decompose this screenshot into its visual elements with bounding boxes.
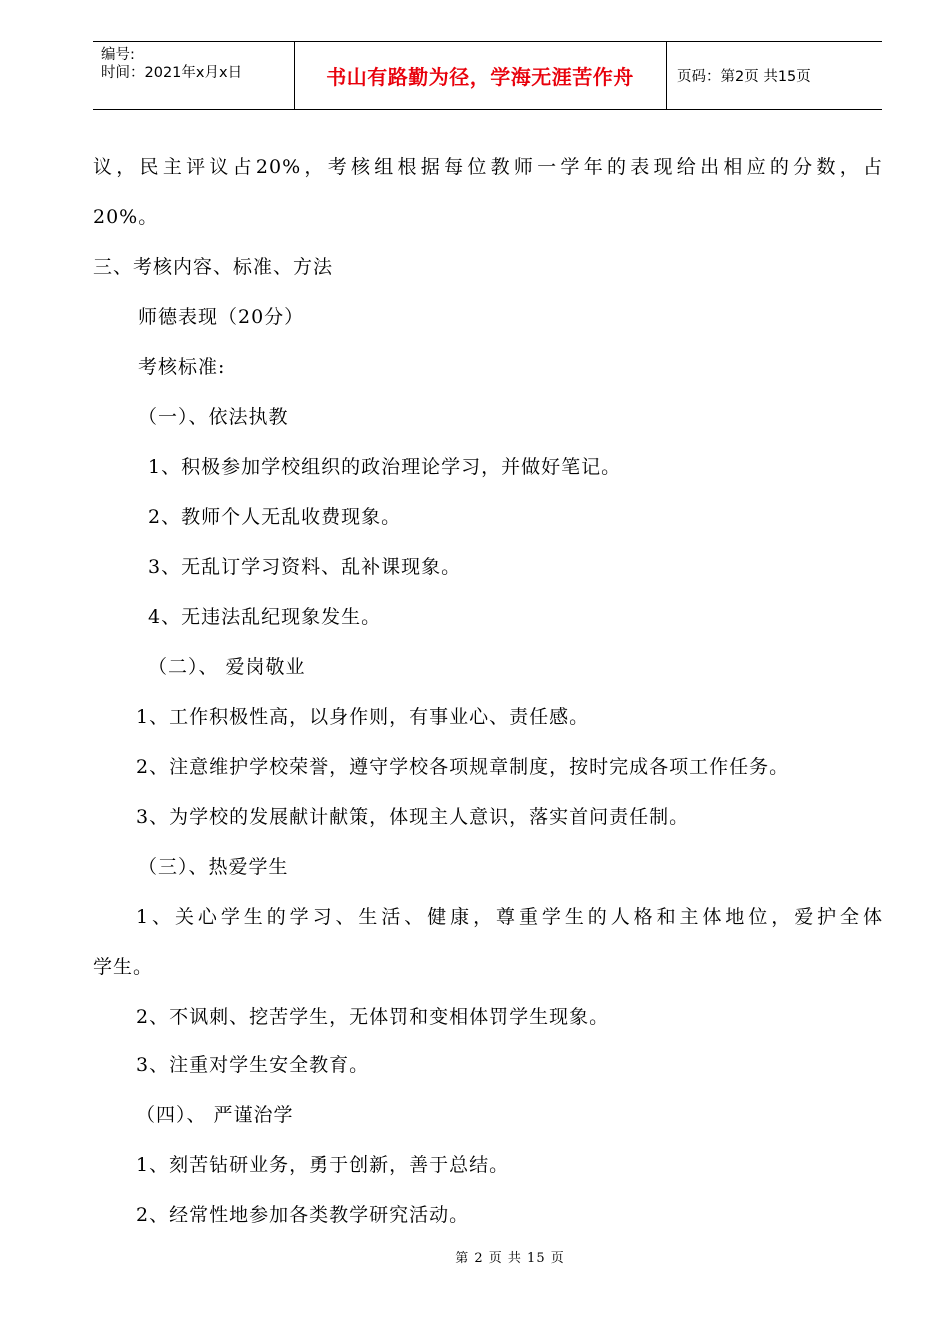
list-item: 2、注意维护学校荣誉，遵守学校各项规章制度，按时完成各项工作任务。 [136,756,790,778]
paragraph-line: 考核标准: [138,356,226,378]
paragraph-line: 议，民主评议占20%，考核组根据每位教师一学年的表现给出相应的分数，占 [93,156,883,178]
category-heading: （四）、 严谨治学 [136,1104,294,1126]
doc-time-label: 时间：2021年x月x日 [101,65,243,81]
header-divider [666,42,667,109]
list-item-continuation: 学生。 [93,956,154,978]
category-heading: （二）、 爱岗敬业 [148,656,306,678]
list-item: 4、无违法乱纪现象发生。 [148,606,382,628]
list-item: 1、工作积极性高，以身作则，有事业心、责任感。 [136,706,590,728]
footer-page-number: 第 2 页 共 15 页 [455,1251,565,1266]
list-item: 1、刻苦钻研业务，勇于创新，善于总结。 [136,1154,510,1176]
paragraph-line: 20%。 [93,206,159,228]
header-motto: 书山有路勤为径，学海无涯苦作舟 [326,65,634,89]
list-item: 2、教师个人无乱收费现象。 [148,506,402,528]
list-item: 3、为学校的发展献计献策，体现主人意识，落实首问责任制。 [136,806,690,828]
category-heading: （一）、依法执教 [138,406,289,428]
list-item: 1、积极参加学校组织的政治理论学习，并做好笔记。 [148,456,622,478]
list-item: 2、经常性地参加各类教学研究活动。 [136,1204,470,1226]
list-item: 3、无乱订学习资料、乱补课现象。 [148,556,462,578]
section-heading: 三、考核内容、标准、方法 [93,256,334,278]
header-page-number: 页码：第2页 共15页 [677,69,811,85]
page-footer [0,1247,950,1266]
list-item: 3、注重对学生安全教育。 [136,1054,370,1076]
page-header [93,41,882,110]
header-meta [101,46,242,82]
list-item: 2、不讽刺、挖苦学生，无体罚和变相体罚学生现象。 [136,1006,610,1028]
list-item: 1、关心学生的学习、生活、健康，尊重学生的人格和主体地位，爱护全体 [136,906,883,928]
subsection-heading: 师德表现（20分） [138,306,305,328]
doc-number-label: 编号: [101,47,135,63]
category-heading: （三）、热爱学生 [138,856,289,878]
